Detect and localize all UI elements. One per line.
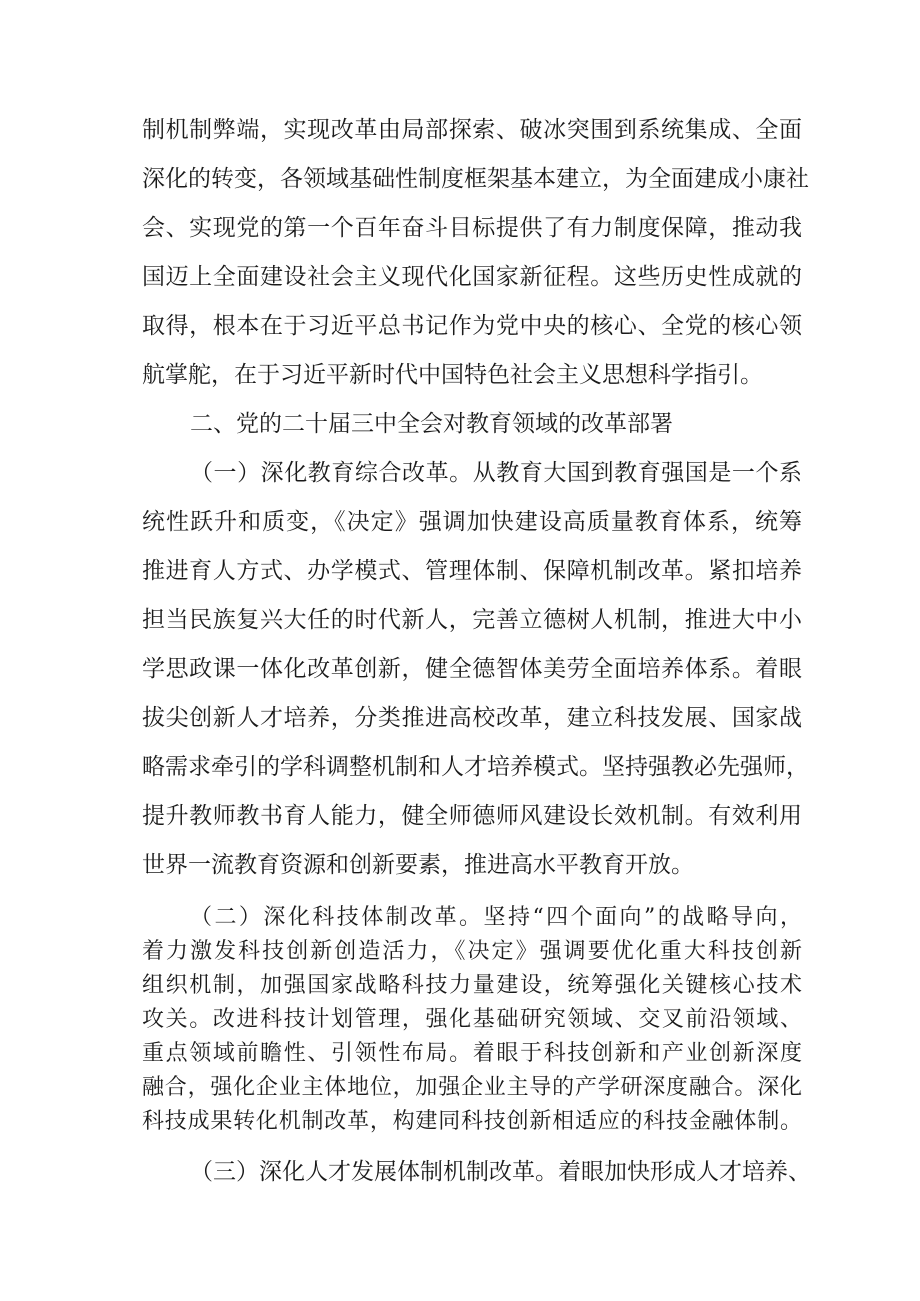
text-line: 着力激发科技创新创造活力，《决定》强调要优化重大科技创新 [142, 939, 802, 964]
text-line: （一）深化教育综合改革。从教育大国到教育强国是一个系 [190, 460, 802, 486]
text-line: 担当民族复兴大任的时代新人，完善立德树人机制，推进大中小 [142, 607, 802, 633]
text-line: 组织机制，加强国家战略科技力量建设，统筹强化关键核心技术 [142, 973, 802, 998]
text-line: 统性跃升和质变，《决定》强调加快建设高质量教育体系，统筹 [142, 509, 802, 535]
text-line: （三）深化人才发展体制机制改革。着眼加快形成人才培养、 [190, 1159, 811, 1185]
text-line: 制机制弊端，实现改革由局部探索、破冰突围到系统集成、全面 [142, 117, 802, 143]
text-line: 融合，强化企业主体地位，加强企业主导的产学研深度融合。深化 [142, 1075, 802, 1100]
text-line: 提升教师教书育人能力，健全师德师风建设长效机制。有效利用 [142, 803, 802, 829]
text-line: 深化的转变，各领域基础性制度框架基本建立，为全面建成小康社 [142, 166, 809, 192]
text-line: 会、实现党的第一个百年奋斗目标提供了有力制度保障，推动我 [142, 215, 802, 241]
text-line: 攻关。改进科技计划管理，强化基础研究领域、交叉前沿领域、 [142, 1007, 802, 1032]
text-line: 重点领域前瞻性、引领性布局。着眼于科技创新和产业创新深度 [142, 1041, 802, 1066]
text-line: 拔尖创新人才培养，分类推进高校改革，建立科技发展、国家战 [142, 705, 802, 731]
text-line: 科技成果转化机制改革，构建同科技创新相适应的科技金融体制。 [142, 1109, 802, 1134]
text-line: 略需求牵引的学科调整机制和人才培养模式。坚持强教必先强师， [142, 754, 809, 780]
text-line: 学思政课一体化改革创新，健全德智体美劳全面培养体系。着眼 [142, 656, 802, 682]
text-line: 航掌舵，在于习近平新时代中国特色社会主义思想科学指引。 [142, 362, 763, 388]
text-line: 推进育人方式、办学模式、管理体制、保障机制改革。紧扣培养 [142, 558, 802, 584]
text-line: （二）深化科技体制改革。坚持“四个面向”的战略导向， [190, 905, 802, 930]
section-heading: 二、党的二十届三中全会对教育领域的改革部署 [190, 411, 673, 437]
text-line: 取得，根本在于习近平总书记作为党中央的核心、全党的核心领 [142, 313, 802, 339]
text-line: 国迈上全面建设社会主义现代化国家新征程。这些历史性成就的 [142, 264, 802, 290]
text-line: 世界一流教育资源和创新要素，推进高水平教育开放。 [142, 852, 694, 878]
